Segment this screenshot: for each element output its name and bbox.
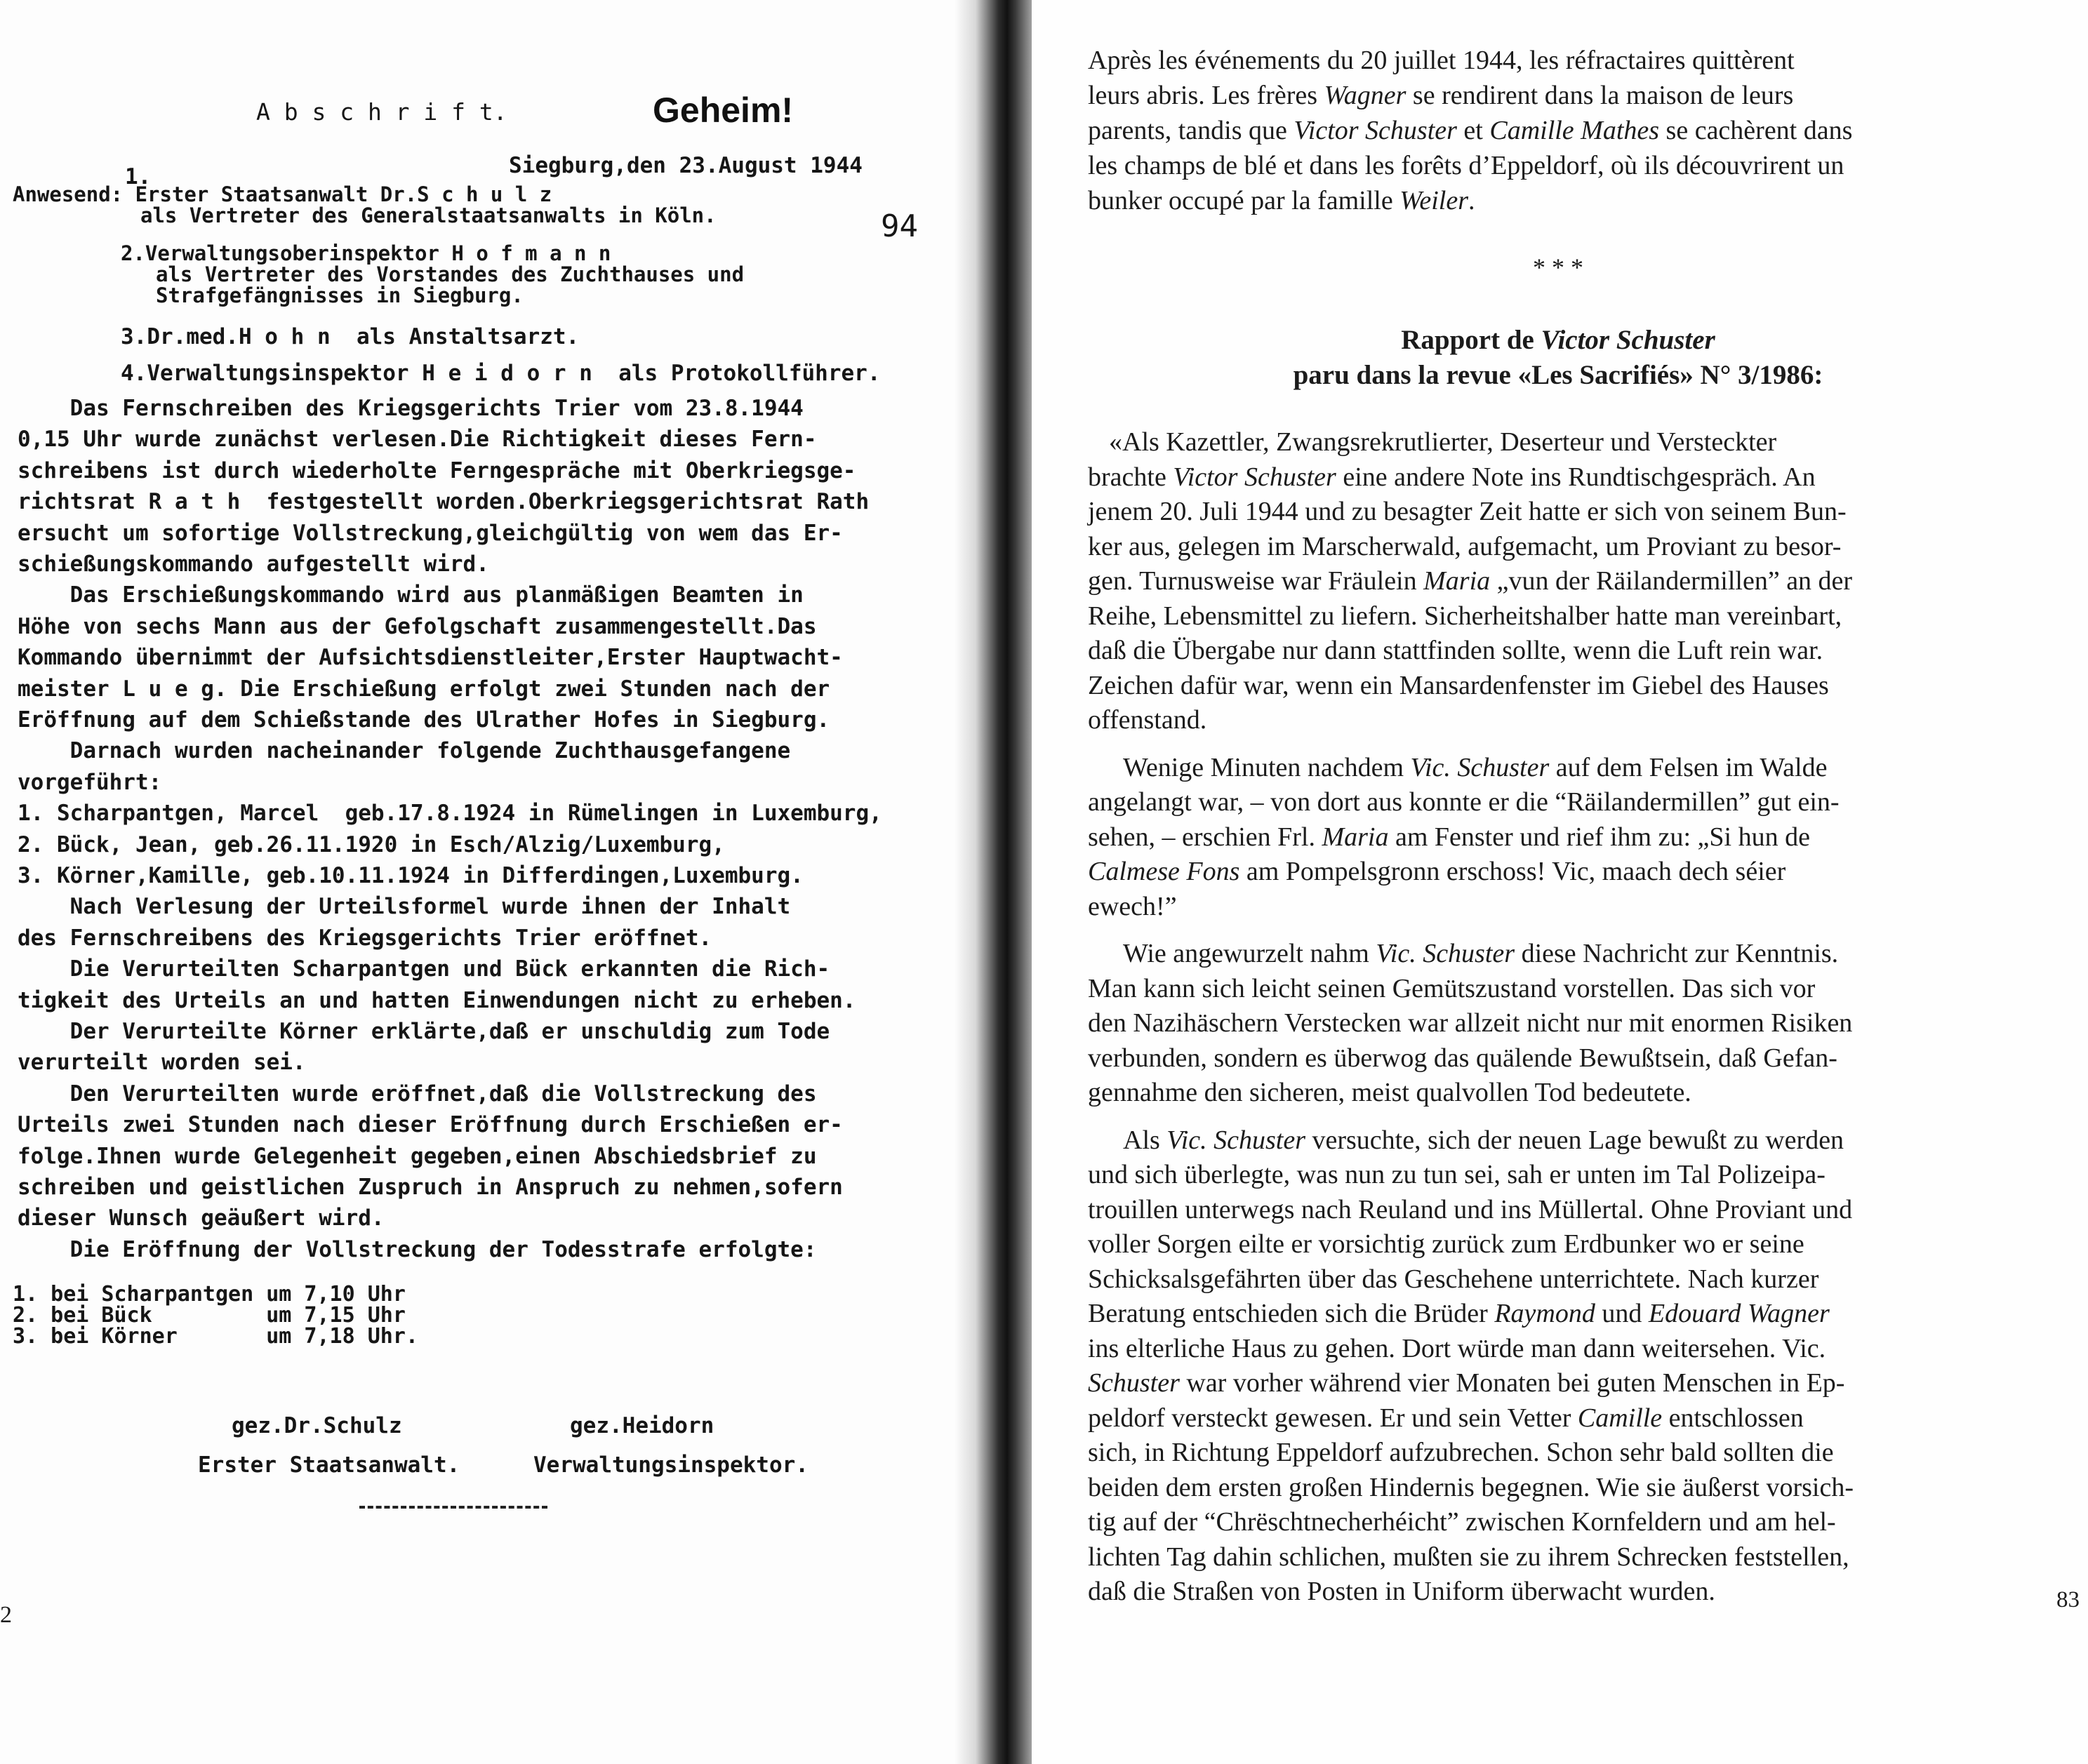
report-line: Schuster war vorher während vier Monaten bei guten Menschen in Ep-	[1088, 1368, 1845, 1398]
signature-left-name: gez.Dr.Schulz	[232, 1413, 402, 1438]
protocol-line: Den Verurteilten wurde eröffnet,daß die Vollstreckung des	[18, 1081, 817, 1107]
report-line: Zeichen dafür war, wenn ein Mansardenfenster im Giebel des Hauses	[1088, 670, 1829, 700]
intro-line: bunker occupé par la famille Weiler.	[1088, 186, 1475, 215]
protocol-line: Die Eröffnung der Vollstreckung der Todesstrafe erfolgte:	[18, 1236, 817, 1262]
report-line: Man kann sich leicht seinen Gemütszustand vorstellen. Das sich vor	[1088, 973, 1816, 1003]
intro-line: leurs abris. Les frères Wagner se rendirent dans la maison de leurs	[1088, 81, 1794, 110]
attendee-2-role: als Vertreter des Vorstandes des Zuchthauses und	[156, 262, 745, 286]
left-page	[0, 0, 979, 1764]
report-line: Reihe, Lebensmittel zu liefern. Sicherheitshalber hatte man vereinbart,	[1088, 601, 1842, 631]
protocol-line: 0,15 Uhr wurde zunächst verlesen.Die Richtigkeit dieses Fern-	[18, 427, 817, 453]
report-line: Wenige Minuten nachdem Vic. Schuster auf dem Felsen im Walde	[1123, 752, 1828, 782]
signature-right-title: Verwaltungsinspektor.	[533, 1452, 809, 1478]
protocol-line: Urteils zwei Stunden nach dieser Eröffnung durch Erschießen er-	[18, 1112, 843, 1138]
protocol-line: Darnach wurden nacheinander folgende Zuchthausgefangene	[18, 738, 791, 764]
protocol-line: folge.Ihnen wurde Gelegenheit gegeben,einen Abschiedsbrief zu	[18, 1143, 817, 1169]
protocol-line: dieser Wunsch geäußert wird.	[18, 1205, 385, 1231]
left-page-number: 2	[0, 1602, 12, 1628]
protocol-line: Eröffnung auf dem Schießstande des Ulrather Hofes in Siegburg.	[18, 707, 830, 733]
report-line: sehen, – erschien Frl. Maria am Fenster und rief ihm zu: „Si hun de	[1088, 822, 1810, 852]
protocol-line: Das Erschießungskommando wird aus planmäßigen Beamten in	[18, 582, 804, 608]
right-page	[1032, 0, 2088, 1764]
protocol-line: des Fernschreibens des Kriegsgerichts Trier eröffnet.	[18, 925, 712, 951]
report-line: beiden dem ersten großen Hindernis begegnen. Wie sie äußerst vorsich-	[1088, 1472, 1854, 1502]
page-mark: 94	[881, 208, 918, 244]
right-page-number: 83	[2056, 1587, 2080, 1612]
report-line: lichten Tag dahin schlichen, mußten sie zu ihrem Schrecken feststellen,	[1088, 1542, 1849, 1572]
report-line: ker aus, gelegen im Marscherwald, aufgemacht, um Proviant zu besor-	[1088, 531, 1842, 561]
protocol-line: verurteilt worden sei.	[18, 1050, 306, 1076]
signature-left-title: Erster Staatsanwalt.	[198, 1452, 460, 1478]
report-heading-prefix: Rapport de	[1401, 325, 1541, 355]
protocol-line: schreiben und geistlichen Zuspruch in Anspruch zu nehmen,sofern	[18, 1175, 843, 1200]
report-line: trouillen unterwegs nach Reuland und ins Müllertal. Ohne Proviant und	[1088, 1194, 1853, 1224]
report-line: Schicksalsgefährten über das Geschehene unterrichtete. Nach kurzer	[1088, 1264, 1819, 1294]
execution-time-line: 1. bei Scharpantgen um 7,10 Uhr	[13, 1282, 406, 1307]
report-line: Wie angewurzelt nahm Vic. Schuster diese Nachricht zur Kenntnis.	[1123, 939, 1839, 968]
report-line: ins elterliche Haus zu gehen. Dort würde man dann weitersehen. Vic.	[1088, 1333, 1826, 1363]
protocol-line: vorgeführt:	[18, 769, 162, 795]
closing-rule	[359, 1506, 547, 1509]
item-number-1: 1.	[125, 164, 152, 189]
protocol-line: meister L u e g. Die Erschießung erfolgt zwei Stunden nach der	[18, 676, 830, 702]
protocol-line: Nach Verlesung der Urteilsformel wurde ihnen der Inhalt	[18, 894, 791, 920]
report-heading-author: Victor Schuster	[1541, 325, 1715, 355]
report-line: Beratung entschieden sich die Brüder Raymond und Edouard Wagner	[1088, 1299, 1830, 1328]
report-line: jenem 20. Juli 1944 und zu besagter Zeit hatte er sich von seinem Bun-	[1088, 497, 1847, 526]
protocol-line: 2. Bück, Jean, geb.26.11.1920 in Esch/Alzig/Luxemburg,	[18, 831, 725, 857]
report-line: tig auf der “Chrëschtnecherhéicht” zwischen Kornfeldern und am hel-	[1088, 1507, 1836, 1537]
report-line: Als Vic. Schuster versuchte, sich der neuen Lage bewußt zu werden	[1123, 1125, 1844, 1155]
attendee-3: 3.Dr.med.H o h n als Anstaltsarzt.	[121, 324, 580, 349]
report-line: Calmese Fons am Pompelsgronn erschoss! Vic, maach dech séier	[1088, 857, 1786, 886]
protocol-line: richtsrat R a t h festgestellt worden.Oberkriegsgerichtsrat Rath	[18, 489, 870, 515]
report-line: sich, in Richtung Eppeldorf aufzubrechen. Schon sehr bald sollten die	[1088, 1438, 1834, 1467]
geheim-stamp: Geheim!	[653, 91, 794, 130]
section-separator: * * *	[1533, 253, 1583, 281]
attendee-1-role: als Vertreter des Generalstaatsanwalts in Köln.	[140, 203, 717, 227]
report-line: den Nazihäschern Verstecken war allzeit nicht nur mit enormen Risiken	[1088, 1008, 1853, 1038]
report-subheading: paru dans la revue «Les Sacrifiés» N° 3/1986:	[1293, 360, 1823, 390]
attendee-1: Anwesend: Erster Staatsanwalt Dr.S c h u l z	[13, 182, 552, 206]
abschrift-label: A b s c h r i f t.	[256, 98, 507, 126]
signature-right-name: gez.Heidorn	[570, 1413, 714, 1438]
execution-time-line: 3. bei Körner um 7,18 Uhr.	[13, 1324, 418, 1349]
intro-line: parents, tandis que Victor Schuster et Camille Mathes se cachèrent dans	[1088, 116, 1853, 145]
attendee-2-role-cont: Strafgefängnisses in Siegburg.	[156, 283, 524, 307]
intro-line: les champs de blé et dans les forêts d’Eppeldorf, où ils découvrirent un	[1088, 151, 1844, 180]
report-line: und sich überlegte, was nun zu tun sei, sah er unten im Tal Polizeipa-	[1088, 1160, 1826, 1189]
report-line: angelangt war, – von dort aus konnte er die “Räilandermillen” gut ein-	[1088, 787, 1840, 817]
protocol-line: Höhe von sechs Mann aus der Gefolgschaft zusammengestellt.Das	[18, 613, 817, 639]
report-line: verbunden, sondern es überwog das quälende Bewußtsein, daß Gefan-	[1088, 1043, 1837, 1073]
protocol-line: Der Verurteilte Körner erklärte,daß er unschuldig zum Tode	[18, 1019, 830, 1044]
place-date: Siegburg,den 23.August 1944	[509, 153, 863, 178]
protocol-line: 3. Körner,Kamille, geb.10.11.1924 in Differdingen,Luxemburg.	[18, 863, 804, 888]
protocol-line: schreibens ist durch wiederholte Ferngespräche mit Oberkriegsge-	[18, 457, 856, 483]
report-line: peldorf versteckt gewesen. Er und sein Vetter Camille entschlossen	[1088, 1403, 1804, 1433]
report-line: voller Sorgen eilte er vorsichtig zurück zum Erdbunker wo er seine	[1088, 1229, 1804, 1259]
report-line: «Als Kazettler, Zwangsrekrutlierter, Deserteur und Versteckter	[1109, 427, 1777, 457]
report-line: daß die Übergabe nur dann stattfinden sollte, wenn die Luft rein war.	[1088, 636, 1823, 665]
protocol-line: 1. Scharpantgen, Marcel geb.17.8.1924 in Rümelingen in Luxemburg,	[18, 801, 882, 827]
report-line: offenstand.	[1088, 705, 1207, 735]
protocol-line: tigkeit des Urteils an und hatten Einwendungen nicht zu erheben.	[18, 987, 856, 1013]
report-line: gennahme den sicheren, meist qualvollen Tod bedeutete.	[1088, 1078, 1691, 1107]
report-heading	[1032, 324, 2084, 356]
report-line: daß die Straßen von Posten in Uniform überwacht wurden.	[1088, 1577, 1715, 1606]
attendee-4: 4.Verwaltungsinspektor H e i d o r n als Protokollführer.	[121, 361, 881, 386]
protocol-line: Die Verurteilten Scharpantgen und Bück erkannten die Rich-	[18, 956, 830, 982]
protocol-line: Das Fernschreiben des Kriegsgerichts Trier vom 23.8.1944	[18, 396, 804, 421]
attendee-2: 2.Verwaltungsoberinspektor H o f m a n n	[121, 241, 611, 265]
protocol-line: ersucht um sofortige Vollstreckung,gleichgültig von wem das Er-	[18, 520, 843, 546]
report-line: brachte Victor Schuster eine andere Note ins Rundtischgespräch. An	[1088, 462, 1816, 492]
report-line: ewech!”	[1088, 891, 1177, 921]
report-line: gen. Turnusweise war Fräulein Maria „vun der Räilandermillen” an der	[1088, 566, 1853, 596]
protocol-line: Kommando übernimmt der Aufsichtsdienstleiter,Erster Hauptwacht-	[18, 645, 843, 671]
protocol-line: schießungskommando aufgestellt wird.	[18, 552, 489, 577]
execution-time-line: 2. bei Bück um 7,15 Uhr	[13, 1303, 406, 1328]
intro-line: Après les événements du 20 juillet 1944, les réfractaires quittèrent	[1088, 46, 1795, 75]
